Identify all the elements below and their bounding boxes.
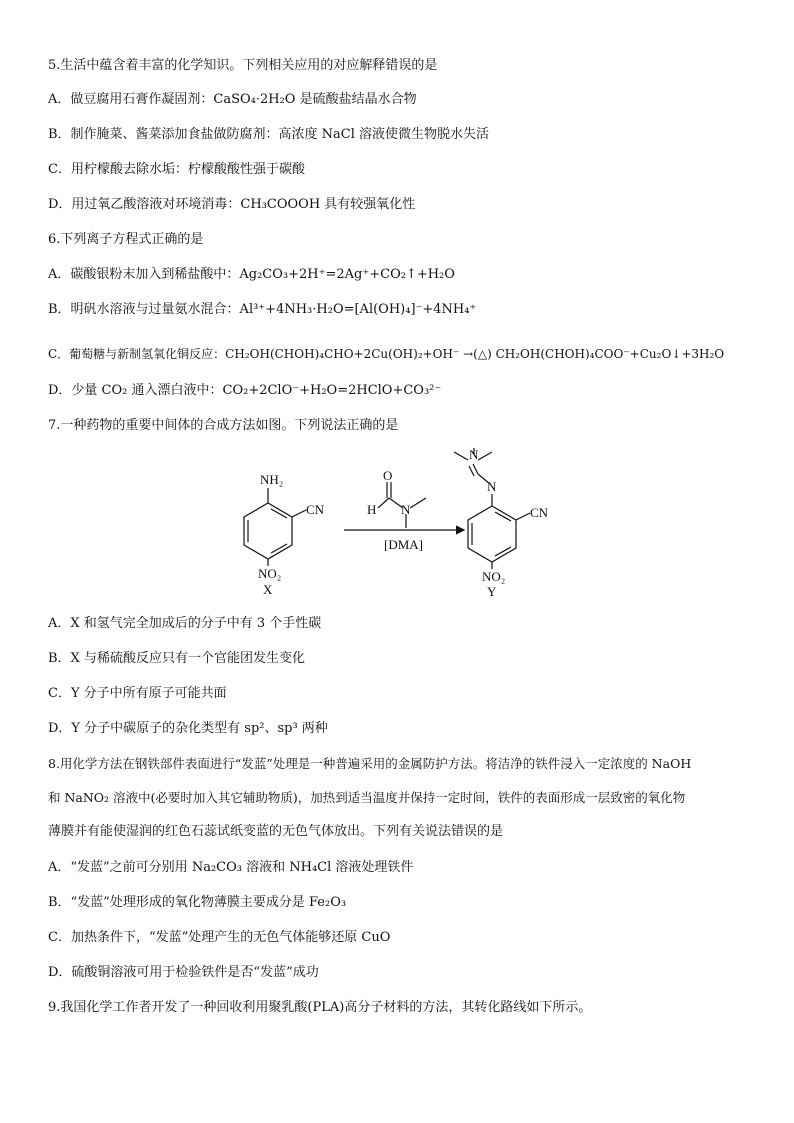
- q5-option-a: A．做豆腐用石膏作凝固剂：CaSO₄·2H₂O 是硫酸盐结晶水合物: [48, 92, 417, 107]
- q8-stem-line-1: 8.用化学方法在钢铁部件表面进行“发蓝”处理是一种普遍采用的金属防护方法。将洁净的铁件浸入一定浓度的 NaOH: [48, 756, 692, 771]
- q6-option-c: C．葡萄糖与新制氢氧化铜反应：CH₂OH(CHOH)₄CHO+2Cu(OH)₂+OH⁻ →(△) CH₂OH(CHOH)₄COO⁻+Cu₂O↓+3H₂O: [48, 347, 725, 361]
- q6-option-b: B．明矾水溶液与过量氨水混合：Al³⁺+4NH₃·H₂O=[Al(OH)₄]⁻+4NH₄⁺: [48, 302, 477, 317]
- y-cn-label: CN: [530, 505, 549, 520]
- x-cn-label: CN: [306, 502, 325, 517]
- q5-option-c: C．用柠檬酸去除水垢：柠檬酸酸性强于碳酸: [48, 162, 305, 177]
- reaction-scheme: [0, 448, 794, 608]
- q6-stem: 6.下列离子方程式正确的是: [48, 232, 204, 247]
- q5-option-b: B．制作腌菜、酱菜添加食盐做防腐剂：高浓度 NaCl 溶液使微生物脱水失活: [48, 127, 490, 142]
- q7-stem: 7.一种药物的重要中间体的合成方法如图。下列说法正确的是: [48, 418, 399, 433]
- q5-stem: 5.生活中蕴含着丰富的化学知识。下列相关应用的对应解释错误的是: [48, 58, 438, 73]
- q8-stem-line-2: 和 NaNO₂ 溶液中(必要时加入其它辅助物质)，加热到适当温度并保持一定时间，铁件的表面形成一层致密的氧化物: [48, 790, 686, 805]
- q7-option-b: B．X 与稀硫酸反应只有一个官能团发生变化: [48, 651, 305, 666]
- x-nh2-label: NH₂: [260, 472, 284, 487]
- q6-option-d: D．少量 CO₂ 通入漂白液中：CO₂+2ClO⁻+H₂O=2HClO+CO₃²⁻: [48, 383, 442, 398]
- y-nme2-label: N: [469, 448, 479, 462]
- reactant-x-label: X: [263, 582, 273, 597]
- q8-option-c: C．加热条件下，“发蓝”处理产生的无色气体能够还原 CuO: [48, 930, 391, 945]
- y-no2-label: NO₂: [482, 569, 506, 584]
- product-y-ring: [454, 448, 530, 569]
- q9-stem: 9.我国化学工作者开发了一种回收利用聚乳酸(PLA)高分子材料的方法，其转化路线如下所示。: [48, 1000, 592, 1015]
- reaction-condition: [DMA]: [384, 537, 423, 552]
- dmf-h-label: H: [367, 502, 377, 517]
- q8-option-a: A．“发蓝”之前可分别用 Na₂CO₃ 溶液和 NH₄Cl 溶液处理铁件: [48, 860, 414, 875]
- x-no2-label: NO₂: [258, 566, 282, 581]
- q7-option-a: A．X 和氢气完全加成后的分子中有 3 个手性碳: [48, 616, 322, 631]
- q7-option-c: C．Y 分子中所有原子可能共面: [48, 686, 227, 701]
- q5-option-d: D．用过氧乙酸溶液对环境消毒：CH₃COOOH 具有较强氧化性: [48, 197, 416, 212]
- q8-option-d: D．硫酸铜溶液可用于检验铁件是否“发蓝”成功: [48, 965, 319, 980]
- y-n-label: N: [487, 479, 497, 494]
- q8-option-b: B．“发蓝”处理形成的氧化物薄膜主要成分是 Fe₂O₃: [48, 895, 347, 910]
- dmf-n-label: N: [401, 502, 411, 517]
- q7-option-d: D．Y 分子中碳原子的杂化类型有 sp²、sp³ 两种: [48, 721, 328, 736]
- dmf-o-label: O: [383, 468, 393, 483]
- reactant-x-ring: [244, 488, 306, 566]
- q6-option-a: A．碳酸银粉末加入到稀盐酸中：Ag₂CO₃+2H⁺=2Ag⁺+CO₂↑+H₂O: [48, 267, 455, 282]
- q8-stem-line-3: 薄膜并有能使湿润的红色石蕊试纸变蓝的无色气体放出。下列有关说法错误的是: [48, 824, 504, 839]
- product-y-label: Y: [487, 584, 497, 599]
